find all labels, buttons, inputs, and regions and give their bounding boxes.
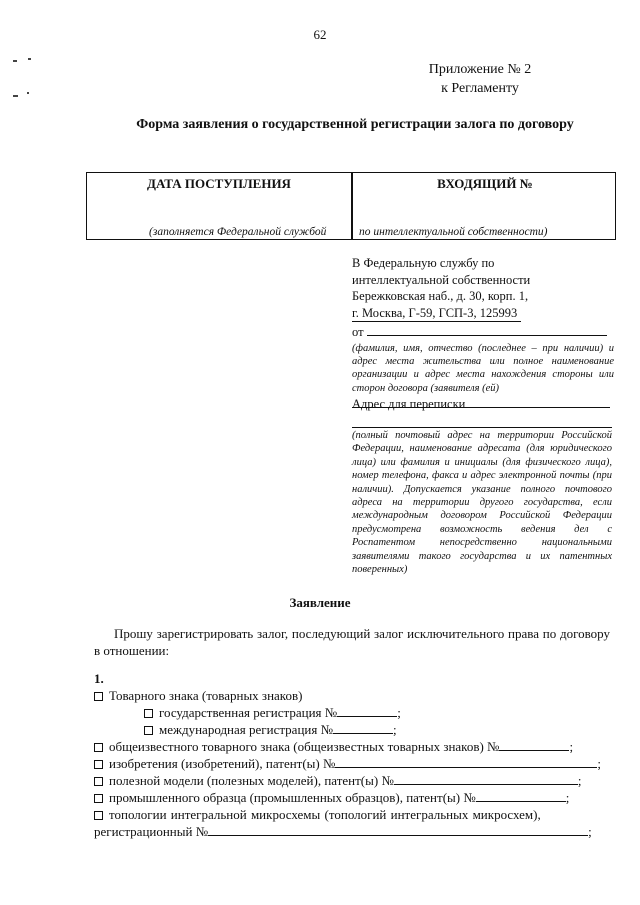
recipient-line: интеллектуальной собственности [352, 272, 531, 287]
recipient-line: г. Москва, Г-59, ГСП-3, 125993 [352, 305, 521, 323]
appendix-line: Приложение № 2 [428, 62, 532, 77]
well-known-field[interactable] [499, 750, 569, 751]
section-number: 1. [94, 671, 104, 686]
design-label: промышленного образца (промышленных образцов), патент(ы) № [109, 790, 476, 805]
list-item [94, 755, 610, 772]
semicolon: ; [597, 756, 602, 771]
scan-mark [13, 95, 18, 97]
design-checkbox[interactable] [94, 794, 103, 803]
scan-mark [28, 58, 31, 60]
statement-text: Прошу зарегистрировать залог, последующий залог исключительного права по договору в отношении: [94, 626, 610, 658]
intl-reg-label: международная регистрация № [159, 722, 334, 737]
intl-reg-field[interactable] [333, 733, 393, 734]
from-field[interactable] [367, 335, 607, 336]
semicolon: ; [569, 739, 574, 754]
design-field[interactable] [476, 801, 566, 802]
semicolon: ; [393, 722, 397, 737]
correspondence-label: Адрес для переписки [352, 397, 466, 411]
from-label: от [352, 325, 364, 339]
incoming-number-header: ВХОДЯЩИЙ № [437, 176, 533, 191]
appendix-line: к Регламенту [441, 81, 519, 96]
list-item [94, 687, 610, 704]
receipt-table [86, 172, 616, 240]
topology-checkbox[interactable] [94, 811, 103, 820]
correspondence-field[interactable] [465, 407, 607, 408]
from-row [352, 324, 614, 341]
section-1 [94, 670, 610, 840]
trademark-label: Товарного знака (товарных знаков) [109, 688, 303, 703]
invention-label: изобретения (изобретений), патент(ы) № [109, 756, 336, 771]
invention-field[interactable] [335, 767, 597, 768]
list-item [94, 738, 610, 755]
receipt-note-right: по интеллектуальной собственности) [359, 226, 548, 238]
trademark-checkbox[interactable] [94, 692, 103, 701]
from-note: (фамилия, имя, отчество (последнее – при наличии) и адрес места жительства или полное наименование организации и адрес места нахождения стороны или сторон договора (заявителя (ей) [352, 342, 614, 394]
statement-heading: Заявление [289, 595, 351, 610]
recipient-line: В Федеральную службу по [352, 256, 495, 270]
invention-checkbox[interactable] [94, 760, 103, 769]
receipt-date-header: ДАТА ПОСТУПЛЕНИЯ [147, 176, 291, 191]
well-known-checkbox[interactable] [94, 743, 103, 752]
state-reg-label: государственная регистрация № [159, 705, 338, 720]
semicolon: ; [565, 790, 570, 805]
semicolon: ; [577, 773, 582, 788]
state-reg-checkbox[interactable] [144, 709, 153, 718]
correspondence-note: (полный почтовый адрес на территории Российской Федерации, наименование адресата (для юридического лица) или фамилия и инициалы (для физического лица), номер телефона, факса и адрес электронной почты (при наличии). Допускается указание полного почтового адреса на территории другого государства, если международным договором Российской Федерации предусмотрена возможность ведения дел с Роспатентом непосредственно национальными заявителями такого государства и их патентных поверенных) [352, 430, 612, 576]
topology-label: топологии интегральной микросхемы (топологий интегральных микросхем), [109, 807, 541, 822]
intl-reg-checkbox[interactable] [144, 726, 153, 735]
recipient-line: Бережковская наб., д. 30, корп. 1, [352, 289, 529, 303]
recipient-block [352, 255, 614, 408]
utility-label: полезной модели (полезных моделей), патент(ы) № [109, 773, 394, 788]
utility-checkbox[interactable] [94, 777, 103, 786]
page-number: 62 [313, 27, 327, 42]
appendix-heading [400, 60, 560, 98]
receipt-note-left: (заполняется Федеральной службой [149, 226, 327, 238]
semicolon: ; [397, 705, 401, 720]
semicolon: ; [588, 824, 592, 839]
well-known-label: общеизвестного товарного знака (общеизвестных товарных знаков) № [109, 739, 500, 754]
utility-field[interactable] [394, 784, 578, 785]
list-item [94, 823, 610, 840]
correspondence-extra-line[interactable] [352, 417, 612, 428]
state-reg-field[interactable] [337, 716, 397, 717]
scan-mark [13, 60, 17, 62]
topology-reg-label: регистрационный № [94, 824, 209, 839]
list-item [94, 772, 610, 789]
scan-mark [27, 92, 29, 94]
list-item [94, 789, 610, 806]
list-item [94, 721, 610, 738]
correspondence-row [352, 397, 612, 412]
document-title: Форма заявления о государственной регистрации залога по договору [136, 117, 574, 132]
topology-reg-field[interactable] [208, 835, 588, 836]
list-item [94, 806, 610, 823]
list-item [94, 704, 610, 721]
